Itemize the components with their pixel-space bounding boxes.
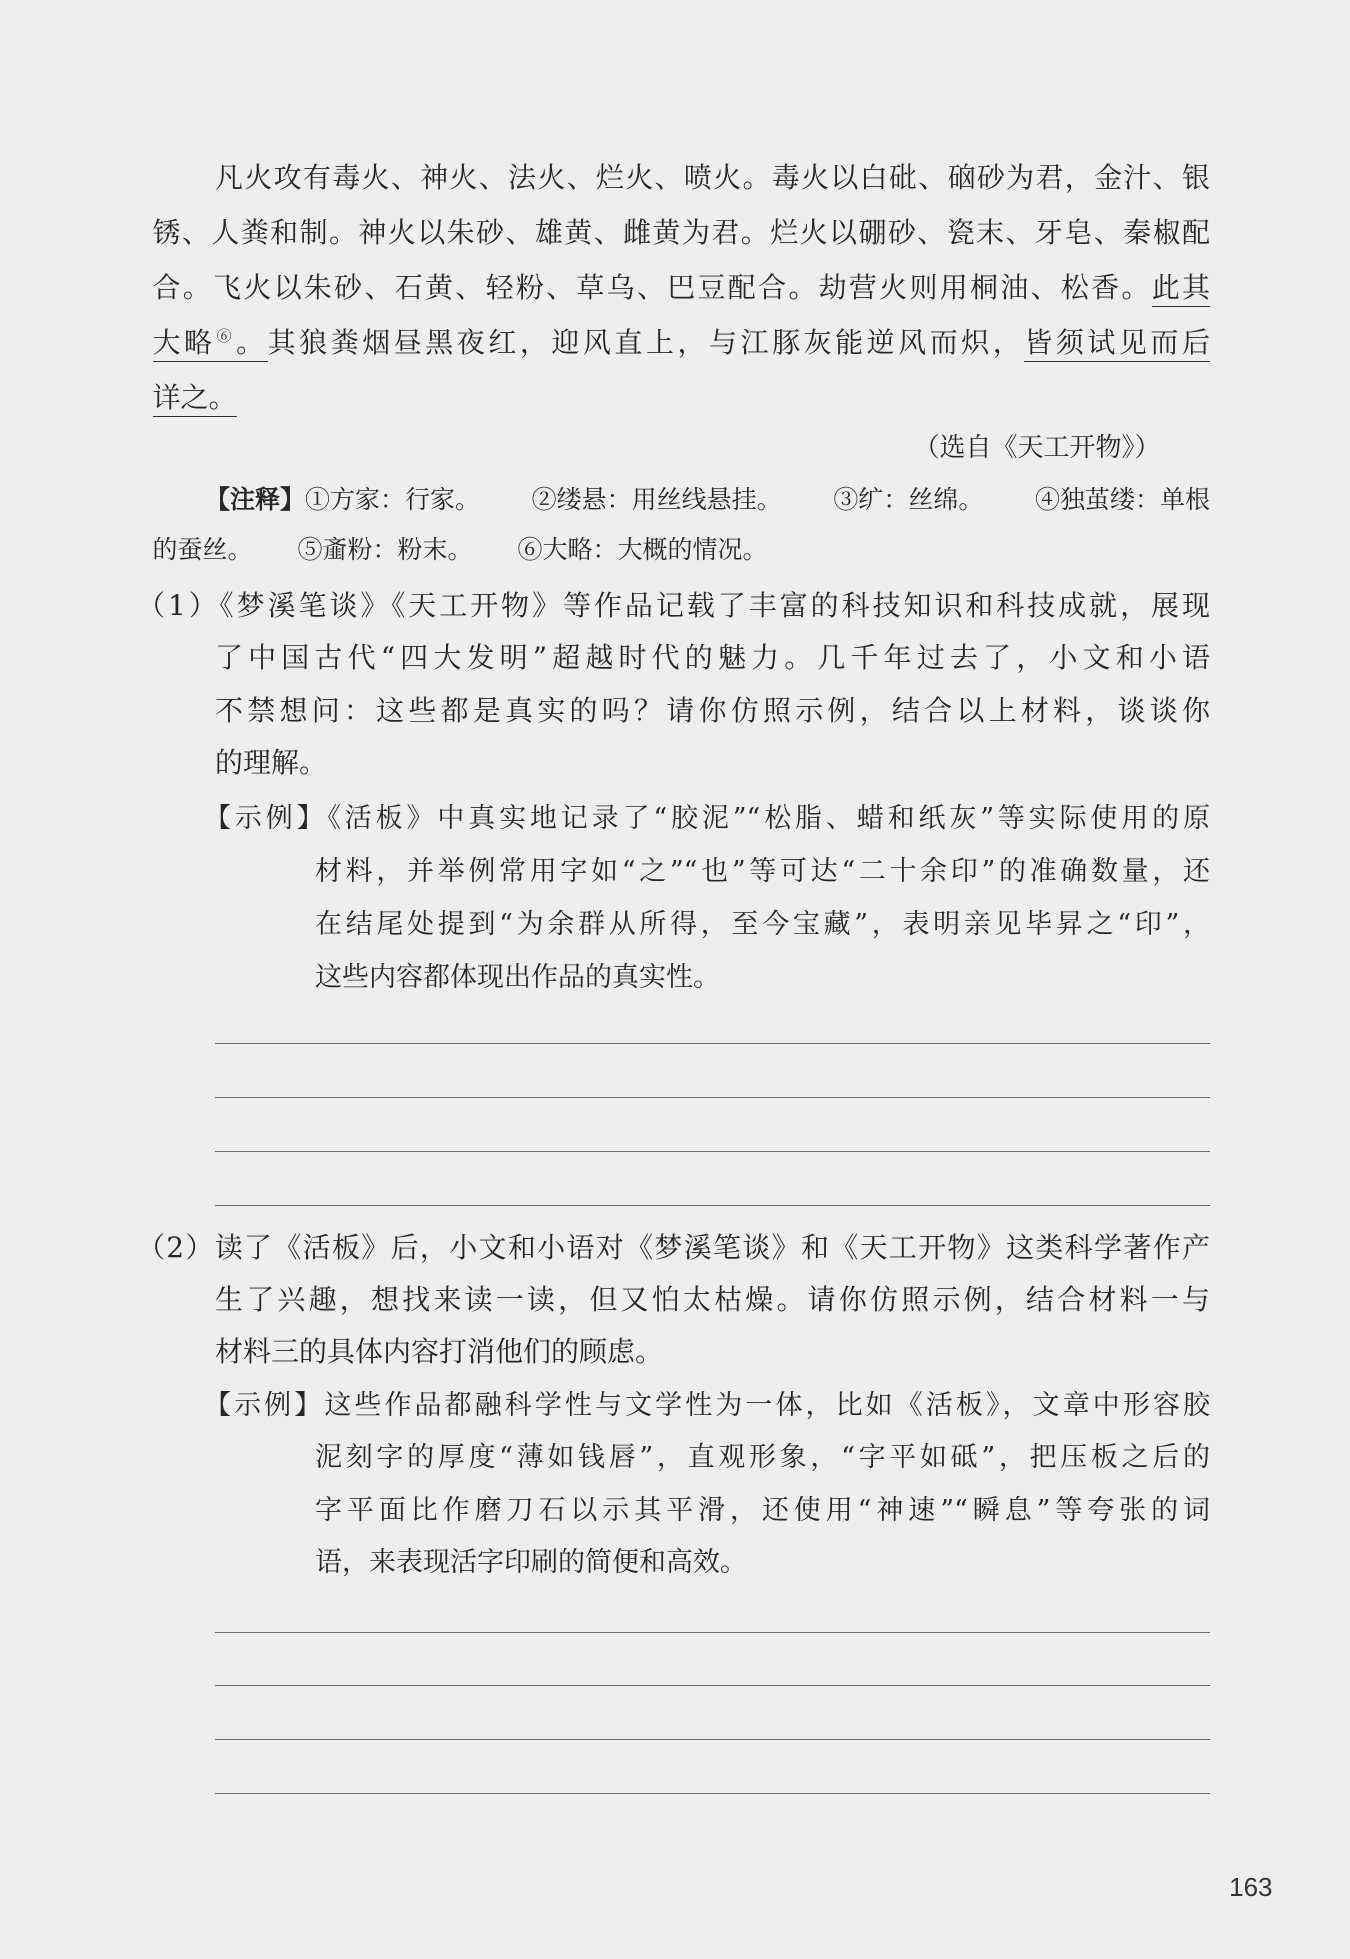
example-line: 泥刻字的厚度“薄如钱唇”，直观形象，“字平如砥”，把压板之后的	[315, 1442, 1210, 1474]
passage-line	[153, 205, 1211, 260]
annotation-item: ⑥大略：大概的情况。	[517, 535, 768, 564]
passage-line	[153, 150, 1211, 205]
example-text: 《活板》中真实地记录了“胶泥”“松脂、蜡和纸灰”等实际使用的原	[327, 803, 1211, 834]
example-line: 语，来表现活字印刷的简便和高效。	[315, 1546, 747, 1578]
answer-line	[215, 990, 1210, 1044]
question-line	[139, 1222, 1210, 1274]
question-2	[0, 1222, 1210, 1378]
question-1	[0, 580, 1210, 789]
question-text: 读了《活板》后，小文和小语对《梦溪笔谈》和《天工开物》这类科学著作产	[214, 1230, 1210, 1264]
annotations-line	[153, 525, 768, 575]
example-text: 这些作品都融科学性与文学性为一体，比如《活板》，文章中形容胶	[324, 1390, 1211, 1421]
example-line	[204, 1380, 1210, 1432]
passage-text: 凡火攻有毒火、神火、法火、烂火、喷火。毒火以白砒、硇砂为君，金汁、银	[215, 161, 1210, 194]
question-text: 《梦溪笔谈》《天工开物》等作品记载了丰富的科技知识和科技成就，展现	[219, 589, 1210, 622]
passage-text: 锈、人粪和制。神火以朱砂、雄黄、雌黄为君。烂火以硼砂、瓷末、牙皂、秦椒配	[152, 216, 1210, 249]
question-line: 了中国古代“四大发明”超越时代的魅力。几千年过去了，小文和小语	[215, 641, 1210, 675]
example-line: 材料，并举例常用字如“之”“也”等可达“二十余印”的准确数量，还	[315, 856, 1210, 887]
annotations-line	[205, 475, 1210, 525]
annotation-item: 的蚕丝。	[152, 535, 253, 564]
example-line	[204, 792, 1210, 845]
annotation-text: ①方家：行家。	[305, 485, 481, 514]
annotation-item: ③纩：丝绵。	[833, 485, 984, 514]
answer-line	[215, 1686, 1210, 1740]
answer-line	[215, 1740, 1210, 1794]
annotation-item	[205, 475, 480, 525]
example-label: 【示例】	[204, 803, 328, 834]
underlined-sentence: 此其	[1152, 271, 1210, 307]
answer-line	[215, 1579, 1210, 1633]
annotation-item: ②缕悬：用丝线悬挂。	[531, 485, 782, 514]
passage-line	[153, 315, 1211, 370]
page-number: 163	[1229, 1872, 1273, 1902]
underlined-sentence: 皆须试见而后	[1024, 326, 1210, 362]
source-citation: （选自《天工开物》）	[913, 432, 1161, 463]
example-line: 这些内容都体现出作品的真实性。	[315, 962, 720, 993]
answer-lines-2	[215, 1579, 1210, 1794]
answer-lines-1	[215, 990, 1210, 1206]
answer-line	[215, 1098, 1210, 1152]
passage-text: 合。飞火以朱砂、石黄、轻粉、草乌、巴豆配合。劫营火则用桐油、松香。	[152, 271, 1152, 304]
question-line: 材料三的具体内容打消他们的顾虑。	[215, 1334, 664, 1368]
question-number: （1）	[137, 589, 220, 622]
example-line: 字平面比作磨刀石以示其平滑，还使用“神速”“瞬息”等夸张的词	[315, 1494, 1210, 1526]
example-line: 在结尾处提到“为余群从所得，至今宝藏”，表明亲见毕昇之“印”，	[315, 909, 1210, 940]
underlined-sentence: 详之。	[153, 381, 237, 417]
passage-text: 大略	[152, 326, 216, 359]
answer-line	[215, 1044, 1210, 1098]
annotations-label: 【注释】	[205, 485, 306, 514]
question-line: 不禁想问：这些都是真实的吗？请你仿照示例，结合以上材料，谈谈你	[215, 693, 1210, 727]
example-label: 【示例】	[204, 1390, 325, 1421]
footnote-marker: ⑥	[216, 327, 236, 345]
question-number: （2）	[137, 1230, 215, 1264]
passage-text: 其狼粪烟昼黑夜红，迎风直上，与江豚灰能逆风而炽，	[267, 326, 1025, 359]
question-line: 的理解。	[215, 745, 328, 779]
annotation-item: ⑤齑粉：粉末。	[297, 535, 473, 564]
example-answer-1	[0, 792, 1210, 1004]
underlined-sentence	[153, 326, 268, 362]
answer-line	[215, 1152, 1210, 1206]
answer-line	[215, 1633, 1210, 1687]
question-line: 生了兴趣，想找来读一读，但又怕太枯燥。请你仿照示例，结合材料一与	[215, 1282, 1210, 1316]
annotation-item: ④独茧缕：单根	[1034, 485, 1210, 514]
example-answer-2	[0, 1380, 1210, 1589]
passage-line	[153, 260, 1211, 315]
question-line	[139, 580, 1210, 632]
passage-line	[153, 370, 1211, 425]
classical-passage	[153, 150, 1211, 425]
passage-text: 。	[236, 326, 268, 359]
